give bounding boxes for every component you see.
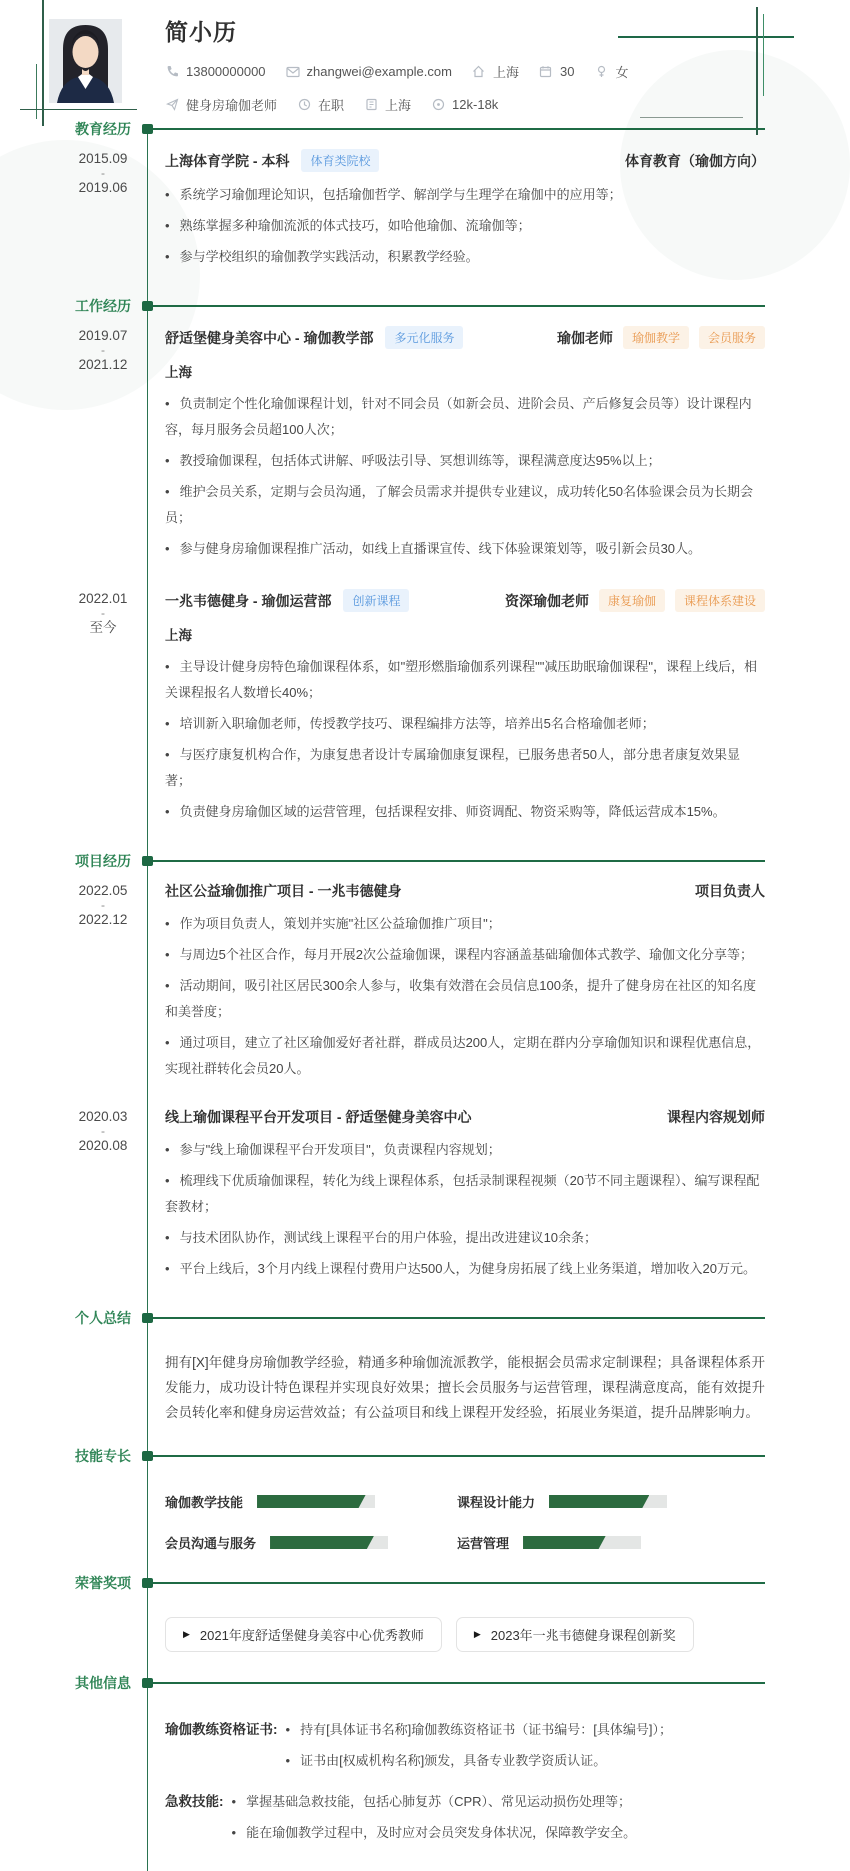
section-education (0, 118, 794, 295)
bullet-item: • 能在瑜伽教学过程中，及时应对会员突发身体状况，保障教学安全。 (232, 1820, 766, 1846)
honor-chip (165, 1617, 442, 1652)
resume-body (0, 118, 794, 1871)
project-role: 课程内容规划师 (667, 1109, 765, 1125)
education-entry (0, 149, 794, 275)
section-header (0, 1672, 794, 1693)
gender-icon (594, 65, 608, 79)
bullet-item: • 负责健身房瑜伽区域的运营管理，包括课程安排、师资调配、物资采购等，降低运营成本15%。 (165, 799, 765, 825)
bullet-item: • 维护会员关系，定期与会员沟通，了解会员需求并提供专业建议，成功转化50名体验课会员为长期会员； (165, 479, 765, 531)
bullet-item: • 掌握基础急救技能，包括心肺复苏（CPR）、常见运动损伤处理等； (232, 1789, 766, 1815)
status-icon (297, 98, 311, 112)
timeline-node (142, 1678, 153, 1688)
company-tag: 多元化服务 (385, 326, 463, 349)
bullet-item: • 证书由[权威机构名称]颁发，具备专业教学资质认证。 (286, 1748, 766, 1774)
section-skills (0, 1445, 794, 1572)
phone-icon (165, 65, 179, 79)
section-projects (0, 850, 794, 1307)
section-header (0, 118, 794, 139)
bullet-item: • 与技术团队协作，测试线上课程平台的用户体验，提出改进建议10余条； (165, 1225, 765, 1251)
first-aid-title: 急救技能: (165, 1794, 224, 1809)
first-aid-block (165, 1789, 765, 1851)
bullet-item: • 培训新入职瑜伽老师，传授教学技巧、课程编排方法等，培养出5名合格瑜伽老师； (165, 711, 765, 737)
timeline-node (142, 301, 153, 311)
city-value: 上海 (385, 98, 412, 113)
city-icon (364, 98, 378, 112)
bullet-item: • 与周边5个社区合作，每月开展2次公益瑜伽课，课程内容涵盖基础瑜伽体式教学、瑜伽文化分享等； (165, 942, 765, 968)
timeline-node (142, 856, 153, 866)
gender-value: 女 (615, 65, 629, 80)
role-tag: 康复瑜伽 (599, 589, 665, 612)
skill-fill (523, 1536, 606, 1549)
work-location: 上海 (165, 365, 192, 380)
honors-row (0, 1603, 794, 1652)
skill-name: 运营管理 (457, 1536, 510, 1551)
position-value: 健身房瑜伽老师 (186, 98, 278, 113)
skill-bar (270, 1536, 388, 1549)
section-divider (148, 860, 765, 862)
position-icon (165, 98, 179, 112)
honor-chip (456, 1617, 694, 1652)
skills-row (0, 1476, 794, 1552)
section-label: 教育经历 (75, 120, 131, 137)
section-header (0, 850, 794, 871)
skill-fill (257, 1495, 366, 1508)
bullet-item: • 与医疗康复机构合作，为康复患者设计专属瑜伽康复课程，已服务患者50人，部分患者康复效果显著； (165, 742, 765, 794)
contact-row-2 (165, 95, 765, 114)
work-bullets (165, 654, 765, 825)
bullet-item: • 活动期间，吸引社区居民300余人参与，收集有效潜在会员信息100条，提升了健身房在社区的知名度和美誉度； (165, 973, 765, 1025)
salary-icon (431, 98, 445, 112)
status-item (297, 95, 344, 114)
home-icon (472, 65, 486, 79)
gender-item (594, 62, 628, 81)
project-name: 社区公益瑜伽推广项目 - 一兆韦德健身 (165, 883, 402, 899)
company-name: 一兆韦德健身 - 瑜伽运营部 (165, 592, 332, 609)
certificate-title: 瑜伽教练资格证书: (165, 1722, 278, 1737)
project-entry (0, 881, 794, 1087)
skill-bar (549, 1495, 667, 1508)
honor-text: 2023年一兆韦德健身课程创新奖 (490, 1628, 676, 1643)
section-label: 项目经历 (75, 852, 131, 869)
bullet-item: • 教授瑜伽课程，包括体式讲解、呼吸法引导、冥想训练等，课程满意度达95%以上； (165, 448, 765, 474)
email-icon (286, 65, 300, 79)
project-bullets (165, 911, 765, 1082)
school-tag: 体育类院校 (301, 149, 379, 172)
role-tag: 会员服务 (699, 326, 765, 349)
phone-item (165, 64, 266, 79)
resume-header (0, 0, 794, 118)
bullet-item: • 负责制定个性化瑜伽课程计划，针对不同会员（如新会员、进阶会员、产后修复会员等）设计课程内容，每月服务会员超100人次； (165, 391, 765, 443)
bullet-item: • 通过项目，建立了社区瑜伽爱好者社群，群成员达200人，定期在群内分享瑜伽知识和课程优惠信息，实现社群转化会员20人。 (165, 1030, 765, 1082)
skills-grid (165, 1492, 765, 1552)
section-header (0, 1572, 794, 1593)
major-name: 体育教育（瑜伽方向） (625, 152, 765, 169)
email-item (286, 64, 452, 79)
company-tag: 创新课程 (343, 589, 409, 612)
section-label: 个人总结 (75, 1309, 131, 1326)
bullet-item: • 系统学习瑜伽理论知识，包括瑜伽哲学、解剖学与生理学在瑜伽中的应用等； (165, 182, 765, 208)
bullet-item: • 平台上线后，3个月内线上课程付费用户达500人，为健身房拓展了线上业务渠道，增加收入20万元。 (165, 1256, 765, 1282)
timeline-node (142, 1313, 153, 1323)
section-label: 工作经历 (75, 297, 131, 314)
avatar (49, 19, 122, 103)
skill-name: 瑜伽教学技能 (165, 1495, 244, 1510)
section-summary (0, 1307, 794, 1445)
skill-item (165, 1492, 457, 1511)
section-divider (148, 128, 765, 130)
age-value: 30 (559, 64, 575, 79)
city-item (364, 95, 411, 114)
bullet-item: • 参与"线上瑜伽课程平台开发项目"，负责课程内容规划； (165, 1137, 765, 1163)
timeline-node (142, 124, 153, 134)
summary-row (0, 1338, 794, 1425)
role-tag: 瑜伽教学 (623, 326, 689, 349)
section-honors (0, 1572, 794, 1672)
job-title: 资深瑜伽老师 (504, 592, 589, 609)
section-label: 技能专长 (75, 1447, 131, 1464)
section-header (0, 1445, 794, 1466)
skill-bar (523, 1536, 641, 1549)
work-entry (0, 589, 794, 830)
location-value: 上海 (492, 65, 519, 80)
section-work (0, 295, 794, 850)
section-header (0, 295, 794, 316)
skill-bar (257, 1495, 375, 1508)
skill-fill (270, 1536, 374, 1549)
section-divider (148, 1455, 765, 1457)
skill-item (165, 1533, 457, 1552)
bullet-item: • 参与学校组织的瑜伽教学实践活动，积累教学经验。 (165, 244, 765, 270)
salary-item (431, 97, 498, 112)
honors-list (165, 1617, 765, 1652)
bullet-item: • 参与健身房瑜伽课程推广活动，如线上直播课宣传、线下体验课策划等，吸引新会员30人。 (165, 536, 765, 562)
section-header (0, 1307, 794, 1328)
play-icon: ▶ (473, 1629, 481, 1639)
first-aid-bullets (232, 1789, 766, 1851)
certificate-bullets (286, 1717, 766, 1779)
section-other (0, 1672, 794, 1871)
candidate-name: 简小历 (165, 19, 237, 45)
contact-row-1 (165, 62, 765, 81)
entry-date: 2020.03 - 2020.08 (78, 1109, 128, 1153)
job-title: 瑜伽老师 (556, 329, 613, 346)
project-name: 线上瑜伽课程平台开发项目 - 舒适堡健身美容中心 (165, 1109, 472, 1125)
work-location: 上海 (165, 628, 192, 643)
section-divider (148, 1582, 765, 1584)
location-item (472, 62, 519, 81)
age-item (539, 64, 574, 79)
bullet-item: • 作为项目负责人，策划并实施"社区公益瑜伽推广项目"； (165, 911, 765, 937)
education-bullets (165, 182, 765, 270)
section-label: 其他信息 (75, 1674, 131, 1691)
work-entry (0, 326, 794, 567)
entry-date: 2022.01 - 至今 (78, 591, 128, 635)
bullet-item: • 主导设计健身房特色瑜伽课程体系，如"塑形燃脂瑜伽系列课程""减压助眠瑜伽课程"，课程上线后，相关课程报名人数增长40%； (165, 654, 765, 706)
company-name: 舒适堡健身美容中心 - 瑜伽教学部 (165, 329, 374, 346)
position-item (165, 95, 277, 114)
certificate-block (165, 1717, 765, 1779)
work-bullets (165, 391, 765, 562)
skill-item (457, 1492, 765, 1511)
skill-name: 课程设计能力 (457, 1495, 536, 1510)
section-divider (148, 1317, 765, 1319)
honor-text: 2021年度舒适堡健身美容中心优秀教师 (199, 1628, 424, 1643)
project-role: 项目负责人 (695, 883, 765, 899)
phone-value: 13800000000 (186, 64, 266, 79)
project-bullets (165, 1137, 765, 1282)
play-icon: ▶ (183, 1629, 190, 1639)
summary-text: 拥有[X]年健身房瑜伽教学经验，精通多种瑜伽流派教学，能根据会员需求定制课程；具备课程体系开发能力，成功设计特色课程并实现良好效果；擅长会员服务与运营管理，课程满意度高，能有效提升会员转化率和健身房运营效益；有公益项目和线上课程开发经验，拓展业务渠道，提升品牌影响力。 (165, 1355, 765, 1420)
entry-date: 2019.07 - 2021.12 (78, 328, 128, 372)
bullet-item: • 梳理线下优质瑜伽课程，转化为线上课程体系，包括录制课程视频（20节不同主题课程）、编写课程配套教材； (165, 1168, 765, 1220)
school-name: 上海体育学院 - 本科 (165, 152, 290, 169)
skill-item (457, 1533, 765, 1552)
salary-value: 12k-18k (452, 97, 499, 112)
skill-fill (549, 1495, 649, 1508)
section-label: 荣誉奖项 (75, 1574, 131, 1591)
section-divider (148, 305, 765, 307)
entry-date: 2015.09 - 2019.06 (78, 151, 128, 195)
timeline-node (142, 1578, 153, 1588)
entry-date: 2022.05 - 2022.12 (78, 883, 128, 927)
bullet-item: • 持有[具体证书名称]瑜伽教练资格证书（证书编号：[具体编号]）； (286, 1717, 766, 1743)
project-entry (0, 1107, 794, 1287)
timeline-node (142, 1451, 153, 1461)
status-value: 在职 (318, 98, 345, 113)
email-value: zhangwei@example.com (306, 64, 452, 79)
other-row (0, 1703, 794, 1851)
skill-name: 会员沟通与服务 (165, 1536, 257, 1551)
role-tag: 课程体系建设 (675, 589, 765, 612)
section-divider (148, 1682, 765, 1684)
age-icon (539, 65, 553, 79)
bullet-item: • 熟练掌握多种瑜伽流派的体式技巧，如哈他瑜伽、流瑜伽等； (165, 213, 765, 239)
